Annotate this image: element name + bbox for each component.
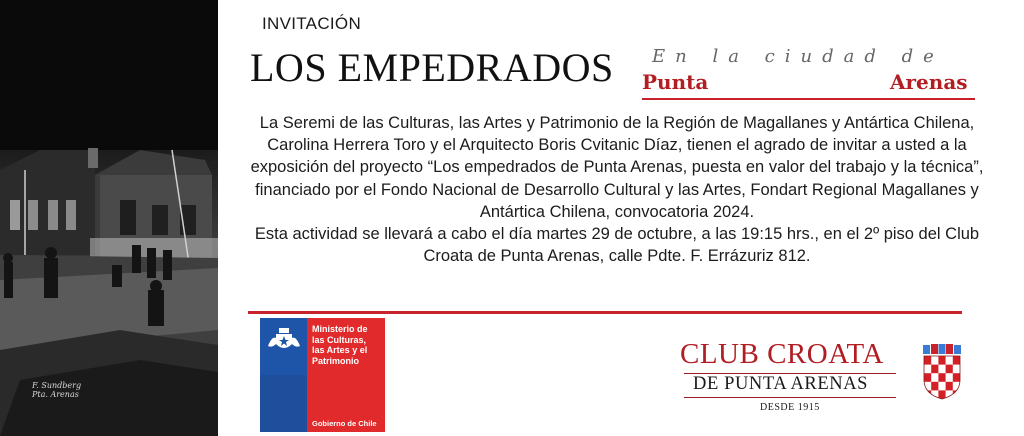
club-since: DESDE 1915	[760, 402, 820, 413]
historic-photo	[0, 0, 218, 436]
photo-signature: F. Sundberg Pta. Arenas	[32, 381, 82, 399]
ministry-logo	[260, 318, 385, 432]
croatian-checkerboard-shield-icon	[922, 344, 962, 400]
tagline-script: En la ciudad de	[652, 46, 944, 67]
page-title: LOS EMPEDRADOS	[250, 45, 614, 90]
club-subtitle: DE PUNTA ARENAS	[693, 374, 869, 394]
title-underline	[642, 98, 975, 100]
chile-coat-of-arms-icon	[266, 326, 302, 356]
tagline-city-left: Punta	[642, 70, 709, 94]
body-paragraph-1: La Seremi de las Culturas, las Artes y Patrimonio de la Región de Magallanes y Antártica Chilena, Carolina Herrera Toro y el Arquitecto Boris Cvitanic Díaz, tienen el agrado de invitar a usted a la exposición del proyecto “Los empedrados de Punta Arenas, puesta en valor del trabajo y la técnica”, financiado por el Fondo Nacional de Desarrollo Cultural y las Artes, Fondart Regional Magallanes y Antártica Chilena, convocatoria 2024.	[250, 114, 984, 221]
invitation-body	[244, 112, 990, 267]
street-scene-illustration	[0, 0, 218, 436]
ministry-name: Ministerio de las Culturas, las Artes y el Patrimonio	[312, 324, 368, 366]
government-label: Gobierno de Chile	[312, 419, 377, 428]
body-paragraph-2: Esta actividad se llevará a cabo el día martes 29 de octubre, a las 19:15 hrs., en el 2º piso del Club Croata de Punta Arenas, calle Pdte. F. Errázuriz 812.	[254, 225, 980, 266]
tagline-city-right: Arenas	[890, 70, 968, 94]
section-divider	[248, 311, 962, 314]
club-name: CLUB CROATA	[680, 338, 884, 370]
club-rule-bottom	[684, 397, 896, 398]
invitation-label: INVITACIÓN	[262, 14, 362, 33]
